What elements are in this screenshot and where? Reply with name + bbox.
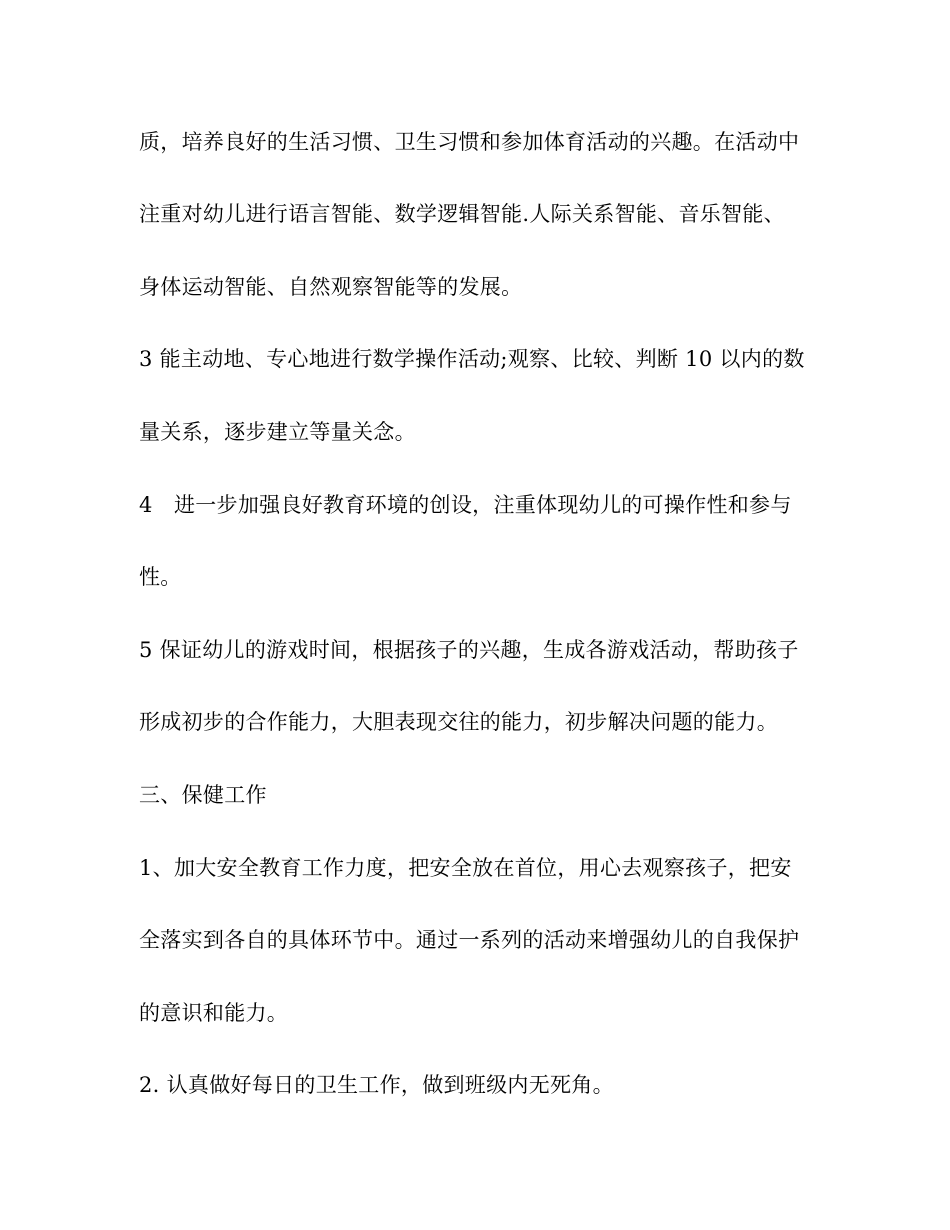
text-line: 身体运动智能、自然观察智能等的发展。: [139, 275, 523, 299]
text-line: 3 能主动地、专心地进行数学操作活动;观察、比较、判断 10 以内的数: [139, 347, 805, 371]
text-line: 5 保证幼儿的游戏时间，根据孩子的兴趣，生成各游戏活动，帮助孩子: [139, 638, 799, 662]
text-line: 1、加大安全教育工作力度，把安全放在首位，用心去观察孩子，把安: [139, 856, 792, 880]
text-line: 全落实到各自的具体环节中。通过一系列的活动来增强幼儿的自我保护: [139, 928, 800, 952]
text-line: 质，培养良好的生活习惯、卫生习惯和参加体育活动的兴趣。在活动中: [139, 130, 800, 154]
text-line: 形成初步的合作能力，大胆表现交往的能力，初步解决问题的能力。: [139, 710, 778, 734]
text-line: 性。: [139, 565, 182, 589]
text-line: 4 进一步加强良好教育环境的创设，注重体现幼儿的可操作性和参与: [139, 493, 792, 517]
text-line: 的意识和能力。: [139, 1001, 289, 1025]
section-heading: 三、保健工作: [139, 783, 267, 807]
text-line: 量关系，逐步建立等量关念。: [139, 420, 416, 444]
text-line: 注重对幼儿进行语言智能、数学逻辑智能.人际关系智能、音乐智能、: [139, 202, 785, 226]
text-line: 2. 认真做好每日的卫生工作，做到班级内无死角。: [139, 1073, 614, 1097]
